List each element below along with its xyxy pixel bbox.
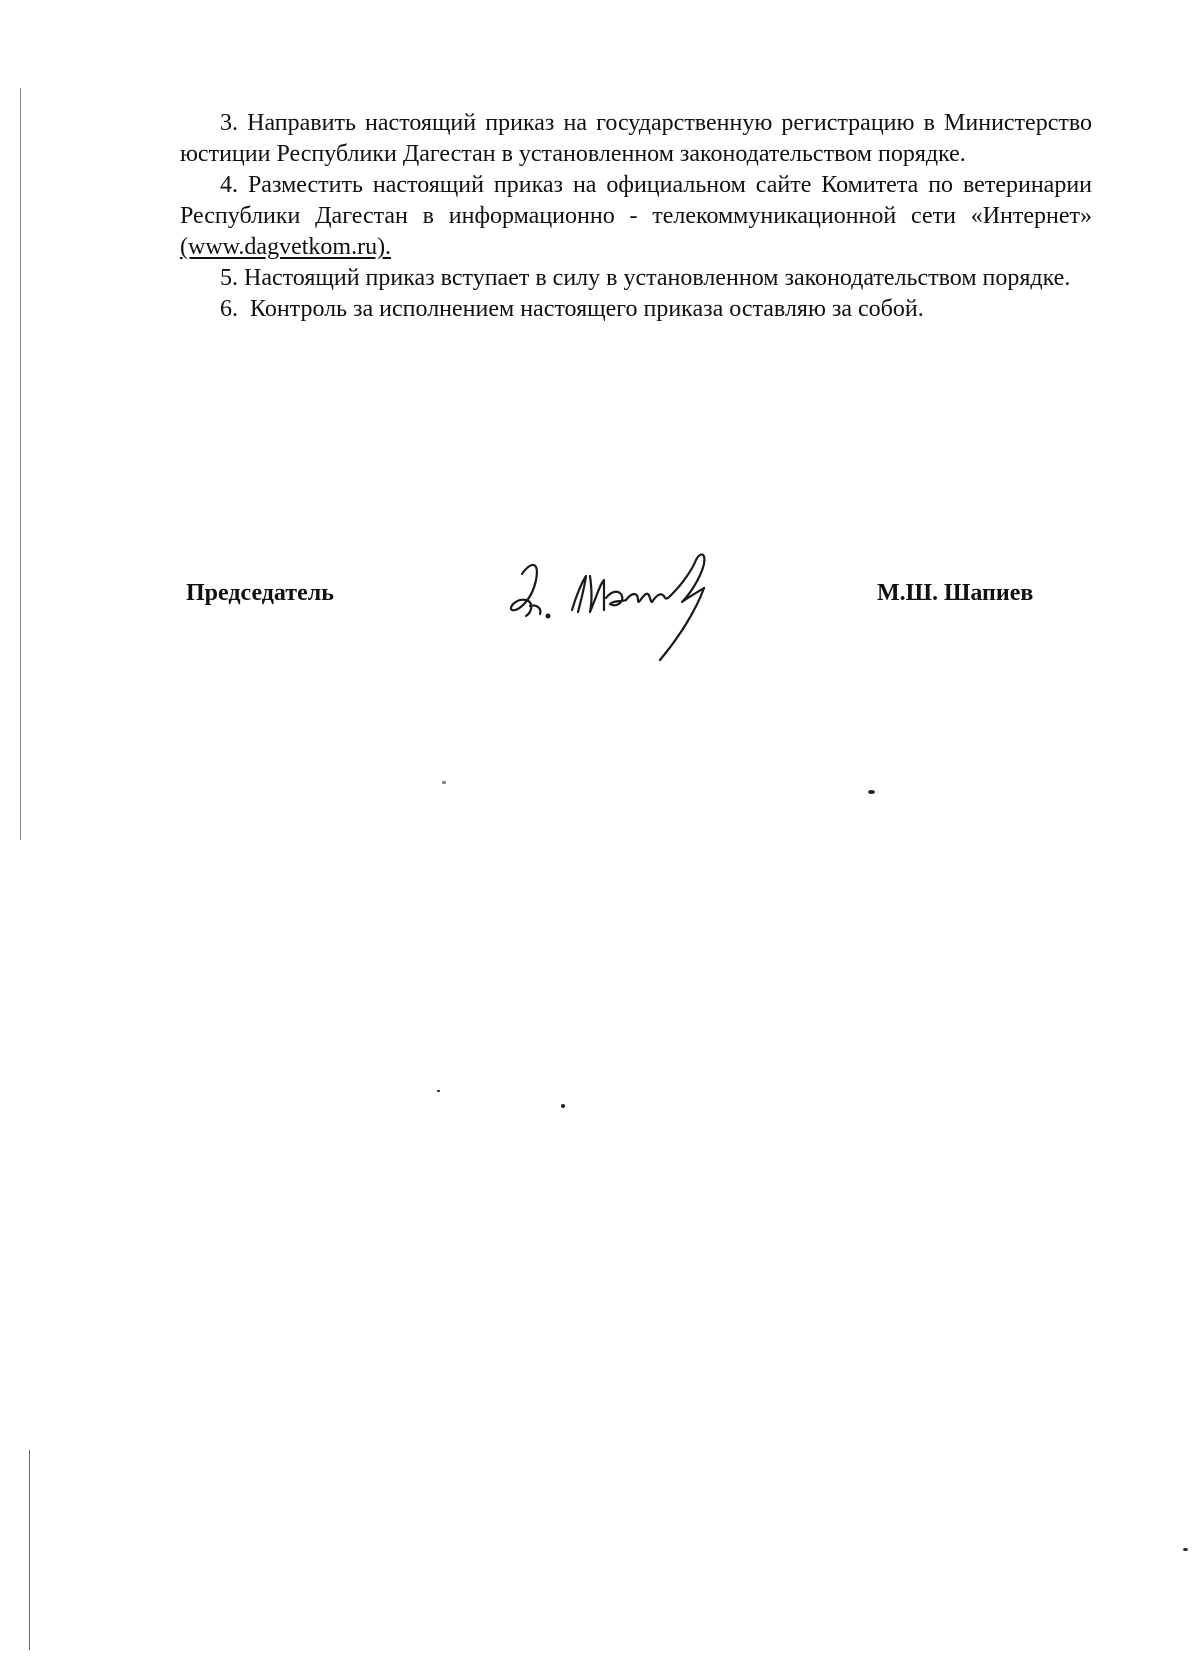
item-text: Настоящий приказ вступает в силу в установленном законодательством порядке. [244,265,1071,291]
item-text: Контроль за исполнением настоящего приказа оставляю за собой. [238,296,924,322]
item-number: 3. [220,110,238,136]
order-item-4 [180,170,1092,263]
scan-speck [437,1090,440,1092]
scan-speck [868,790,875,794]
order-item-6 [180,294,1092,325]
website-link[interactable]: (www.dagvetkom.ru). [180,234,392,260]
item-text: Разместить настоящий приказ на официальном сайте Комитета по ветеринарии Республики Дагестан в информационно - телекоммуникационной сети «Интернет» [180,172,1093,229]
signer-position: Председатель [186,580,334,606]
item-number: 5. [220,265,238,291]
item-text: Направить настоящий приказ на государственную регистрацию в Министерство юстиции Республики Дагестан в установленном законодательством порядке. [180,110,1093,167]
signature-block [0,540,1200,690]
item-number: 4. [220,172,238,198]
handwritten-signature-icon [500,540,770,680]
scan-margin-line [29,1450,30,1650]
item-number: 6. [220,296,238,322]
order-item-3 [180,108,1092,170]
scan-margin-line [20,88,21,840]
order-body [180,108,1092,325]
order-item-5 [180,263,1092,294]
signer-name: М.Ш. Шапиев [877,580,1034,606]
scan-speck [1183,1548,1188,1551]
scan-speck [442,781,446,784]
scan-speck [561,1104,565,1108]
